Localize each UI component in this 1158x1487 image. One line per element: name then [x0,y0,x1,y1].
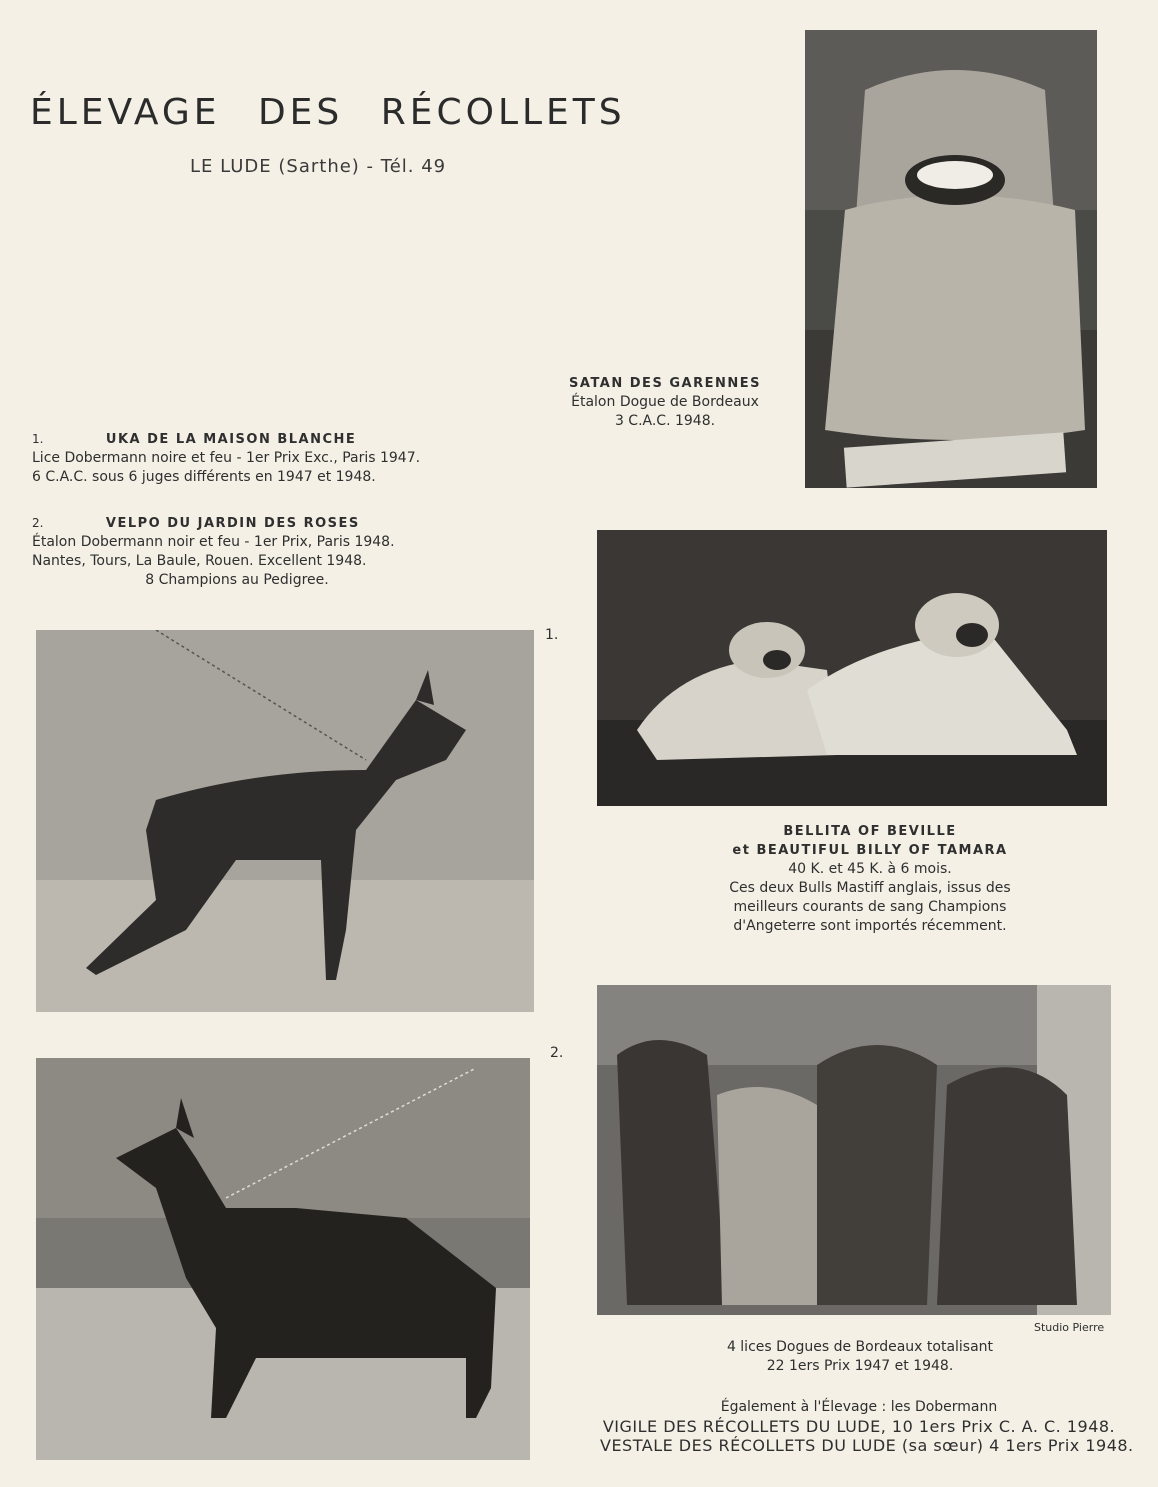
footer-line: VESTALE DES RÉCOLLETS DU LUDE (sa sœur) 4 1ers Prix 1948. [600,1436,1134,1455]
caption-satan [545,374,785,431]
footer-line: VIGILE DES RÉCOLLETS DU LUDE, 10 1ers Prix C. A. C. 1948. [602,1417,1116,1436]
photo-doberman-uka [36,630,534,1012]
caption-line: Ces deux Bulls Mastiff anglais, issus des [729,880,1011,896]
caption-line: 4 lices Dogues de Bordeaux totalisant [726,1339,994,1355]
caption-bull-mastiffs [670,822,1070,936]
photo-credit: Studio Pierre [1034,1321,1105,1334]
photo-number: 2. [550,1045,564,1061]
caption-line: 8 Champions au Pedigree. [145,572,329,588]
caption-line: d'Angeterre sont importés récemment. [733,918,1007,934]
caption-line: Nantes, Tours, La Baule, Rouen. Excellent 1948. [32,553,367,569]
dog-name: BELLITA OF BEVILLE [783,824,957,839]
caption-line: 22 1ers Prix 1947 et 1948. [766,1358,954,1374]
photo-dogues-de-bordeaux [597,985,1111,1315]
caption-dogues [660,1338,1060,1376]
page-subtitle: LE LUDE (Sarthe) - Tél. 49 [190,156,447,177]
photo-satan-des-garennes [805,30,1097,488]
caption-line: meilleurs courants de sang Champions [733,899,1007,915]
footer-notice [600,1398,1134,1455]
caption-uka [32,430,442,487]
caption-number: 2. [32,516,44,530]
caption-line: Lice Dobermann noire et feu - 1er Prix Exc., Paris 1947. [32,450,421,466]
footer-line: Également à l'Élevage : les Dobermann [720,1399,998,1415]
photo-number: 1. [545,627,559,643]
caption-line: 40 K. et 45 K. à 6 mois. [788,861,952,877]
caption-velpo [32,514,442,590]
dog-name: SATAN DES GARENNES [569,376,761,391]
caption-line: Étalon Dobermann noir et feu - 1er Prix, Paris 1948. [32,534,395,550]
dog-name: VELPO DU JARDIN DES ROSES [105,516,360,531]
page-title: ÉLEVAGE DES RÉCOLLETS [30,92,626,133]
caption-line: Étalon Dogue de Bordeaux [571,394,759,410]
dog-name: UKA DE LA MAISON BLANCHE [105,432,357,447]
caption-line: 6 C.A.C. sous 6 juges différents en 1947 et 1948. [32,469,376,485]
caption-number: 1. [32,432,44,446]
photo-doberman-velpo [36,1058,530,1460]
dog-name: et BEAUTIFUL BILLY OF TAMARA [732,843,1008,858]
caption-line: 3 C.A.C. 1948. [614,413,716,429]
photo-bull-mastiffs [597,530,1107,806]
